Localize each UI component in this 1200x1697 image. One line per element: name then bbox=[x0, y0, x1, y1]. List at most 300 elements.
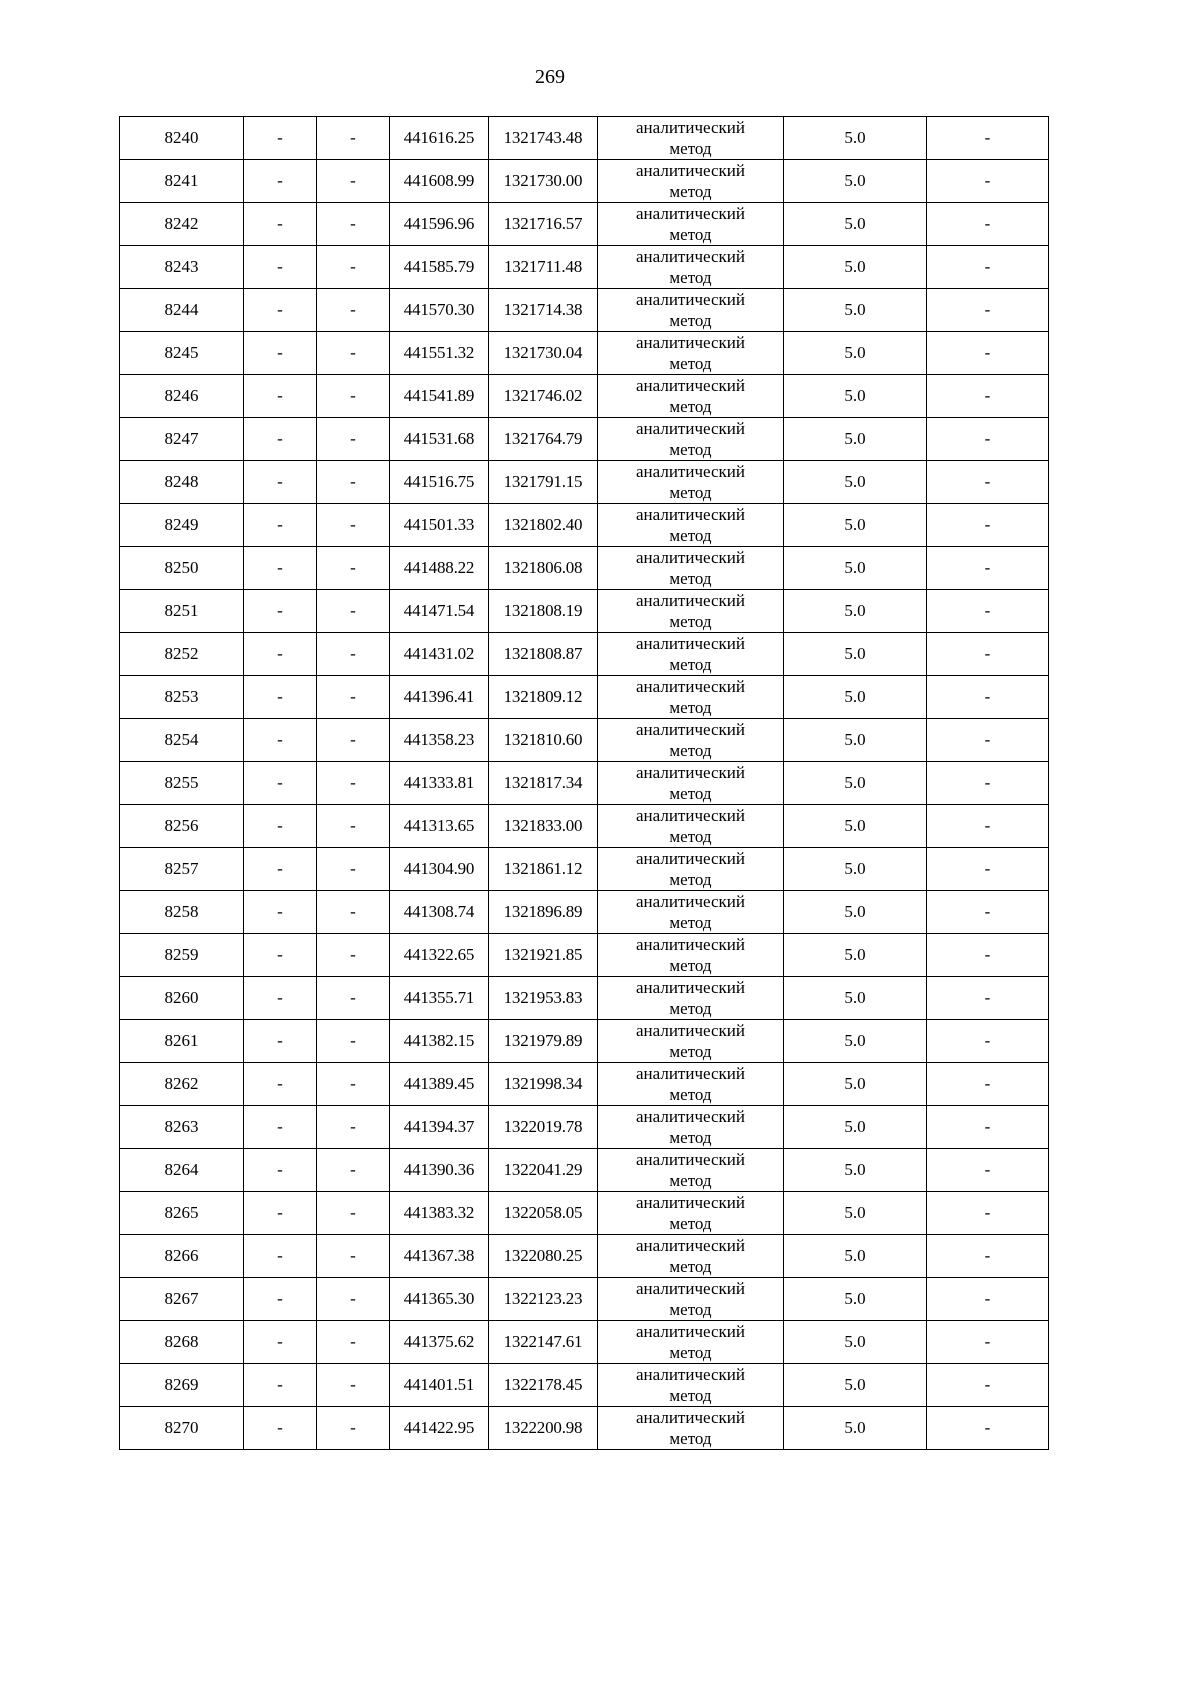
dash-cell: - bbox=[317, 289, 390, 332]
x-coordinate-cell: 441365.30 bbox=[390, 1278, 489, 1321]
accuracy-cell: 5.0 bbox=[784, 1149, 927, 1192]
accuracy-cell: 5.0 bbox=[784, 1020, 927, 1063]
point-number-cell: 8250 bbox=[120, 547, 244, 590]
method-line-2: метод bbox=[669, 784, 712, 803]
y-coordinate-cell: 1321711.48 bbox=[489, 246, 598, 289]
dash-cell: - bbox=[927, 1364, 1049, 1407]
dash-cell: - bbox=[927, 547, 1049, 590]
dash-cell: - bbox=[244, 1192, 317, 1235]
accuracy-cell: 5.0 bbox=[784, 332, 927, 375]
accuracy-cell: 5.0 bbox=[784, 1063, 927, 1106]
method-line-1: аналитический bbox=[636, 1236, 745, 1255]
method-cell bbox=[598, 1235, 784, 1278]
x-coordinate-cell: 441608.99 bbox=[390, 160, 489, 203]
accuracy-cell: 5.0 bbox=[784, 1321, 927, 1364]
method-cell bbox=[598, 289, 784, 332]
dash-cell: - bbox=[317, 504, 390, 547]
point-number-cell: 8255 bbox=[120, 762, 244, 805]
method-cell bbox=[598, 1321, 784, 1364]
table-row bbox=[120, 289, 1049, 332]
method-line-1: аналитический bbox=[636, 161, 745, 180]
x-coordinate-cell: 441501.33 bbox=[390, 504, 489, 547]
dash-cell: - bbox=[317, 848, 390, 891]
dash-cell: - bbox=[317, 1149, 390, 1192]
y-coordinate-cell: 1321896.89 bbox=[489, 891, 598, 934]
coordinates-table bbox=[119, 116, 1049, 1450]
dash-cell: - bbox=[244, 203, 317, 246]
method-cell bbox=[598, 1278, 784, 1321]
table-row bbox=[120, 1192, 1049, 1235]
dash-cell: - bbox=[927, 590, 1049, 633]
dash-cell: - bbox=[244, 1020, 317, 1063]
y-coordinate-cell: 1322019.78 bbox=[489, 1106, 598, 1149]
method-line-1: аналитический bbox=[636, 849, 745, 868]
method-line-1: аналитический bbox=[636, 548, 745, 567]
method-line-1: аналитический bbox=[636, 247, 745, 266]
point-number-cell: 8262 bbox=[120, 1063, 244, 1106]
method-cell bbox=[598, 848, 784, 891]
x-coordinate-cell: 441383.32 bbox=[390, 1192, 489, 1235]
method-line-2: метод bbox=[669, 354, 712, 373]
method-line-1: аналитический bbox=[636, 1107, 745, 1126]
y-coordinate-cell: 1321833.00 bbox=[489, 805, 598, 848]
dash-cell: - bbox=[317, 590, 390, 633]
table-row bbox=[120, 504, 1049, 547]
x-coordinate-cell: 441394.37 bbox=[390, 1106, 489, 1149]
method-line-1: аналитический bbox=[636, 935, 745, 954]
method-line-2: метод bbox=[669, 612, 712, 631]
accuracy-cell: 5.0 bbox=[784, 547, 927, 590]
x-coordinate-cell: 441308.74 bbox=[390, 891, 489, 934]
dash-cell: - bbox=[927, 1235, 1049, 1278]
point-number-cell: 8246 bbox=[120, 375, 244, 418]
table-body bbox=[120, 117, 1049, 1450]
method-line-1: аналитический bbox=[636, 505, 745, 524]
table-row bbox=[120, 977, 1049, 1020]
method-cell bbox=[598, 203, 784, 246]
point-number-cell: 8261 bbox=[120, 1020, 244, 1063]
table-row bbox=[120, 719, 1049, 762]
dash-cell: - bbox=[317, 547, 390, 590]
method-line-2: метод bbox=[669, 1214, 712, 1233]
method-line-1: аналитический bbox=[636, 1064, 745, 1083]
y-coordinate-cell: 1322080.25 bbox=[489, 1235, 598, 1278]
dash-cell: - bbox=[927, 1192, 1049, 1235]
dash-cell: - bbox=[244, 1235, 317, 1278]
dash-cell: - bbox=[317, 375, 390, 418]
accuracy-cell: 5.0 bbox=[784, 1364, 927, 1407]
dash-cell: - bbox=[244, 160, 317, 203]
dash-cell: - bbox=[244, 332, 317, 375]
x-coordinate-cell: 441358.23 bbox=[390, 719, 489, 762]
dash-cell: - bbox=[927, 762, 1049, 805]
method-line-2: метод bbox=[669, 1257, 712, 1276]
table-row bbox=[120, 547, 1049, 590]
dash-cell: - bbox=[244, 1364, 317, 1407]
accuracy-cell: 5.0 bbox=[784, 848, 927, 891]
point-number-cell: 8258 bbox=[120, 891, 244, 934]
x-coordinate-cell: 441551.32 bbox=[390, 332, 489, 375]
method-line-2: метод bbox=[669, 1085, 712, 1104]
table-row bbox=[120, 590, 1049, 633]
dash-cell: - bbox=[927, 891, 1049, 934]
dash-cell: - bbox=[317, 676, 390, 719]
method-line-2: метод bbox=[669, 397, 712, 416]
dash-cell: - bbox=[317, 418, 390, 461]
dash-cell: - bbox=[927, 848, 1049, 891]
method-cell bbox=[598, 805, 784, 848]
y-coordinate-cell: 1321730.00 bbox=[489, 160, 598, 203]
point-number-cell: 8266 bbox=[120, 1235, 244, 1278]
y-coordinate-cell: 1322200.98 bbox=[489, 1407, 598, 1450]
dash-cell: - bbox=[927, 375, 1049, 418]
dash-cell: - bbox=[927, 1407, 1049, 1450]
x-coordinate-cell: 441333.81 bbox=[390, 762, 489, 805]
table-row bbox=[120, 848, 1049, 891]
method-line-1: аналитический bbox=[636, 333, 745, 352]
method-line-2: метод bbox=[669, 1300, 712, 1319]
table-row bbox=[120, 934, 1049, 977]
dash-cell: - bbox=[317, 934, 390, 977]
dash-cell: - bbox=[317, 719, 390, 762]
method-cell bbox=[598, 1020, 784, 1063]
dash-cell: - bbox=[244, 805, 317, 848]
dash-cell: - bbox=[927, 418, 1049, 461]
method-line-2: метод bbox=[669, 440, 712, 459]
dash-cell: - bbox=[317, 891, 390, 934]
method-line-1: аналитический bbox=[636, 1365, 745, 1384]
table-row bbox=[120, 1063, 1049, 1106]
y-coordinate-cell: 1321716.57 bbox=[489, 203, 598, 246]
table-row bbox=[120, 246, 1049, 289]
method-line-1: аналитический bbox=[636, 1279, 745, 1298]
method-line-1: аналитический bbox=[636, 290, 745, 309]
y-coordinate-cell: 1321809.12 bbox=[489, 676, 598, 719]
dash-cell: - bbox=[927, 676, 1049, 719]
method-line-1: аналитический bbox=[636, 763, 745, 782]
point-number-cell: 8241 bbox=[120, 160, 244, 203]
method-line-2: метод bbox=[669, 526, 712, 545]
accuracy-cell: 5.0 bbox=[784, 375, 927, 418]
method-line-2: метод bbox=[669, 870, 712, 889]
x-coordinate-cell: 441596.96 bbox=[390, 203, 489, 246]
y-coordinate-cell: 1321808.19 bbox=[489, 590, 598, 633]
point-number-cell: 8259 bbox=[120, 934, 244, 977]
method-line-1: аналитический bbox=[636, 720, 745, 739]
method-cell bbox=[598, 1407, 784, 1450]
y-coordinate-cell: 1322058.05 bbox=[489, 1192, 598, 1235]
accuracy-cell: 5.0 bbox=[784, 1235, 927, 1278]
y-coordinate-cell: 1321817.34 bbox=[489, 762, 598, 805]
dash-cell: - bbox=[244, 1407, 317, 1450]
x-coordinate-cell: 441585.79 bbox=[390, 246, 489, 289]
y-coordinate-cell: 1321861.12 bbox=[489, 848, 598, 891]
method-cell bbox=[598, 418, 784, 461]
point-number-cell: 8245 bbox=[120, 332, 244, 375]
accuracy-cell: 5.0 bbox=[784, 633, 927, 676]
method-cell bbox=[598, 1106, 784, 1149]
point-number-cell: 8243 bbox=[120, 246, 244, 289]
method-cell bbox=[598, 719, 784, 762]
point-number-cell: 8268 bbox=[120, 1321, 244, 1364]
dash-cell: - bbox=[244, 719, 317, 762]
method-cell bbox=[598, 977, 784, 1020]
dash-cell: - bbox=[244, 676, 317, 719]
accuracy-cell: 5.0 bbox=[784, 676, 927, 719]
method-line-1: аналитический bbox=[636, 634, 745, 653]
y-coordinate-cell: 1321998.34 bbox=[489, 1063, 598, 1106]
method-line-2: метод bbox=[669, 311, 712, 330]
accuracy-cell: 5.0 bbox=[784, 1192, 927, 1235]
x-coordinate-cell: 441422.95 bbox=[390, 1407, 489, 1450]
method-line-2: метод bbox=[669, 655, 712, 674]
table-row bbox=[120, 117, 1049, 160]
dash-cell: - bbox=[927, 1149, 1049, 1192]
dash-cell: - bbox=[927, 1063, 1049, 1106]
dash-cell: - bbox=[927, 1321, 1049, 1364]
dash-cell: - bbox=[927, 719, 1049, 762]
method-line-1: аналитический bbox=[636, 1150, 745, 1169]
accuracy-cell: 5.0 bbox=[784, 762, 927, 805]
dash-cell: - bbox=[927, 1278, 1049, 1321]
method-line-1: аналитический bbox=[636, 462, 745, 481]
x-coordinate-cell: 441355.71 bbox=[390, 977, 489, 1020]
dash-cell: - bbox=[927, 633, 1049, 676]
table-row bbox=[120, 1364, 1049, 1407]
dash-cell: - bbox=[317, 160, 390, 203]
y-coordinate-cell: 1321953.83 bbox=[489, 977, 598, 1020]
method-line-2: метод bbox=[669, 956, 712, 975]
accuracy-cell: 5.0 bbox=[784, 289, 927, 332]
dash-cell: - bbox=[927, 805, 1049, 848]
dash-cell: - bbox=[927, 1020, 1049, 1063]
dash-cell: - bbox=[317, 1364, 390, 1407]
table-row bbox=[120, 1149, 1049, 1192]
dash-cell: - bbox=[244, 1321, 317, 1364]
accuracy-cell: 5.0 bbox=[784, 1278, 927, 1321]
dash-cell: - bbox=[317, 461, 390, 504]
dash-cell: - bbox=[244, 590, 317, 633]
dash-cell: - bbox=[244, 246, 317, 289]
method-cell bbox=[598, 1149, 784, 1192]
method-cell bbox=[598, 504, 784, 547]
accuracy-cell: 5.0 bbox=[784, 977, 927, 1020]
dash-cell: - bbox=[317, 246, 390, 289]
accuracy-cell: 5.0 bbox=[784, 891, 927, 934]
point-number-cell: 8257 bbox=[120, 848, 244, 891]
method-line-1: аналитический bbox=[636, 1193, 745, 1212]
dash-cell: - bbox=[244, 418, 317, 461]
method-line-2: метод bbox=[669, 698, 712, 717]
x-coordinate-cell: 441541.89 bbox=[390, 375, 489, 418]
page-number: 269 bbox=[535, 66, 565, 88]
dash-cell: - bbox=[927, 504, 1049, 547]
table-row bbox=[120, 160, 1049, 203]
x-coordinate-cell: 441313.65 bbox=[390, 805, 489, 848]
dash-cell: - bbox=[244, 762, 317, 805]
method-line-2: метод bbox=[669, 268, 712, 287]
method-line-2: метод bbox=[669, 1343, 712, 1362]
dash-cell: - bbox=[244, 117, 317, 160]
table-row bbox=[120, 762, 1049, 805]
y-coordinate-cell: 1321714.38 bbox=[489, 289, 598, 332]
accuracy-cell: 5.0 bbox=[784, 418, 927, 461]
method-line-2: метод bbox=[669, 741, 712, 760]
point-number-cell: 8270 bbox=[120, 1407, 244, 1450]
dash-cell: - bbox=[244, 547, 317, 590]
x-coordinate-cell: 441431.02 bbox=[390, 633, 489, 676]
point-number-cell: 8264 bbox=[120, 1149, 244, 1192]
method-line-1: аналитический bbox=[636, 978, 745, 997]
accuracy-cell: 5.0 bbox=[784, 590, 927, 633]
method-line-2: метод bbox=[669, 999, 712, 1018]
accuracy-cell: 5.0 bbox=[784, 1407, 927, 1450]
dash-cell: - bbox=[244, 289, 317, 332]
method-line-2: метод bbox=[669, 1128, 712, 1147]
method-cell bbox=[598, 547, 784, 590]
point-number-cell: 8242 bbox=[120, 203, 244, 246]
method-line-1: аналитический bbox=[636, 677, 745, 696]
method-line-2: метод bbox=[669, 1042, 712, 1061]
x-coordinate-cell: 441367.38 bbox=[390, 1235, 489, 1278]
method-line-2: метод bbox=[669, 1171, 712, 1190]
x-coordinate-cell: 441471.54 bbox=[390, 590, 489, 633]
x-coordinate-cell: 441531.68 bbox=[390, 418, 489, 461]
dash-cell: - bbox=[927, 332, 1049, 375]
dash-cell: - bbox=[244, 633, 317, 676]
x-coordinate-cell: 441516.75 bbox=[390, 461, 489, 504]
method-cell bbox=[598, 934, 784, 977]
dash-cell: - bbox=[317, 1407, 390, 1450]
y-coordinate-cell: 1321746.02 bbox=[489, 375, 598, 418]
table-row bbox=[120, 203, 1049, 246]
method-line-1: аналитический bbox=[636, 591, 745, 610]
x-coordinate-cell: 441390.36 bbox=[390, 1149, 489, 1192]
x-coordinate-cell: 441382.15 bbox=[390, 1020, 489, 1063]
table-row bbox=[120, 805, 1049, 848]
point-number-cell: 8248 bbox=[120, 461, 244, 504]
method-line-1: аналитический bbox=[636, 1408, 745, 1427]
dash-cell: - bbox=[244, 848, 317, 891]
accuracy-cell: 5.0 bbox=[784, 246, 927, 289]
table-row bbox=[120, 891, 1049, 934]
method-cell bbox=[598, 676, 784, 719]
accuracy-cell: 5.0 bbox=[784, 160, 927, 203]
dash-cell: - bbox=[927, 289, 1049, 332]
point-number-cell: 8251 bbox=[120, 590, 244, 633]
method-line-2: метод bbox=[669, 182, 712, 201]
method-line-2: метод bbox=[669, 1429, 712, 1448]
dash-cell: - bbox=[244, 891, 317, 934]
table-row bbox=[120, 332, 1049, 375]
y-coordinate-cell: 1321979.89 bbox=[489, 1020, 598, 1063]
method-line-1: аналитический bbox=[636, 892, 745, 911]
y-coordinate-cell: 1321921.85 bbox=[489, 934, 598, 977]
y-coordinate-cell: 1321806.08 bbox=[489, 547, 598, 590]
dash-cell: - bbox=[317, 1235, 390, 1278]
dash-cell: - bbox=[244, 1149, 317, 1192]
x-coordinate-cell: 441616.25 bbox=[390, 117, 489, 160]
dash-cell: - bbox=[927, 1106, 1049, 1149]
point-number-cell: 8267 bbox=[120, 1278, 244, 1321]
accuracy-cell: 5.0 bbox=[784, 504, 927, 547]
table-row bbox=[120, 418, 1049, 461]
accuracy-cell: 5.0 bbox=[784, 719, 927, 762]
point-number-cell: 8256 bbox=[120, 805, 244, 848]
y-coordinate-cell: 1321810.60 bbox=[489, 719, 598, 762]
dash-cell: - bbox=[927, 117, 1049, 160]
accuracy-cell: 5.0 bbox=[784, 934, 927, 977]
method-cell bbox=[598, 1192, 784, 1235]
table-row bbox=[120, 375, 1049, 418]
x-coordinate-cell: 441389.45 bbox=[390, 1063, 489, 1106]
method-cell bbox=[598, 1364, 784, 1407]
y-coordinate-cell: 1322041.29 bbox=[489, 1149, 598, 1192]
method-line-2: метод bbox=[669, 913, 712, 932]
accuracy-cell: 5.0 bbox=[784, 461, 927, 504]
table-row bbox=[120, 1321, 1049, 1364]
dash-cell: - bbox=[317, 1063, 390, 1106]
point-number-cell: 8240 bbox=[120, 117, 244, 160]
method-line-2: метод bbox=[669, 225, 712, 244]
accuracy-cell: 5.0 bbox=[784, 117, 927, 160]
method-line-1: аналитический bbox=[636, 419, 745, 438]
dash-cell: - bbox=[317, 633, 390, 676]
method-cell bbox=[598, 891, 784, 934]
dash-cell: - bbox=[317, 1278, 390, 1321]
dash-cell: - bbox=[244, 504, 317, 547]
dash-cell: - bbox=[317, 805, 390, 848]
accuracy-cell: 5.0 bbox=[784, 1106, 927, 1149]
method-line-1: аналитический bbox=[636, 204, 745, 223]
dash-cell: - bbox=[244, 375, 317, 418]
point-number-cell: 8244 bbox=[120, 289, 244, 332]
dash-cell: - bbox=[317, 1106, 390, 1149]
method-cell bbox=[598, 332, 784, 375]
dash-cell: - bbox=[244, 934, 317, 977]
dash-cell: - bbox=[317, 203, 390, 246]
point-number-cell: 8254 bbox=[120, 719, 244, 762]
method-line-2: метод bbox=[669, 1386, 712, 1405]
dash-cell: - bbox=[317, 117, 390, 160]
x-coordinate-cell: 441570.30 bbox=[390, 289, 489, 332]
y-coordinate-cell: 1322147.61 bbox=[489, 1321, 598, 1364]
method-cell bbox=[598, 461, 784, 504]
method-line-2: метод bbox=[669, 569, 712, 588]
x-coordinate-cell: 441396.41 bbox=[390, 676, 489, 719]
table-row bbox=[120, 1235, 1049, 1278]
method-line-1: аналитический bbox=[636, 376, 745, 395]
dash-cell: - bbox=[317, 762, 390, 805]
point-number-cell: 8260 bbox=[120, 977, 244, 1020]
method-line-2: метод bbox=[669, 827, 712, 846]
y-coordinate-cell: 1322178.45 bbox=[489, 1364, 598, 1407]
x-coordinate-cell: 441322.65 bbox=[390, 934, 489, 977]
dash-cell: - bbox=[244, 1063, 317, 1106]
point-number-cell: 8263 bbox=[120, 1106, 244, 1149]
x-coordinate-cell: 441401.51 bbox=[390, 1364, 489, 1407]
dash-cell: - bbox=[927, 160, 1049, 203]
method-cell bbox=[598, 246, 784, 289]
dash-cell: - bbox=[927, 934, 1049, 977]
point-number-cell: 8253 bbox=[120, 676, 244, 719]
method-line-2: метод bbox=[669, 139, 712, 158]
accuracy-cell: 5.0 bbox=[784, 203, 927, 246]
dash-cell: - bbox=[244, 1278, 317, 1321]
y-coordinate-cell: 1321808.87 bbox=[489, 633, 598, 676]
y-coordinate-cell: 1321764.79 bbox=[489, 418, 598, 461]
point-number-cell: 8249 bbox=[120, 504, 244, 547]
